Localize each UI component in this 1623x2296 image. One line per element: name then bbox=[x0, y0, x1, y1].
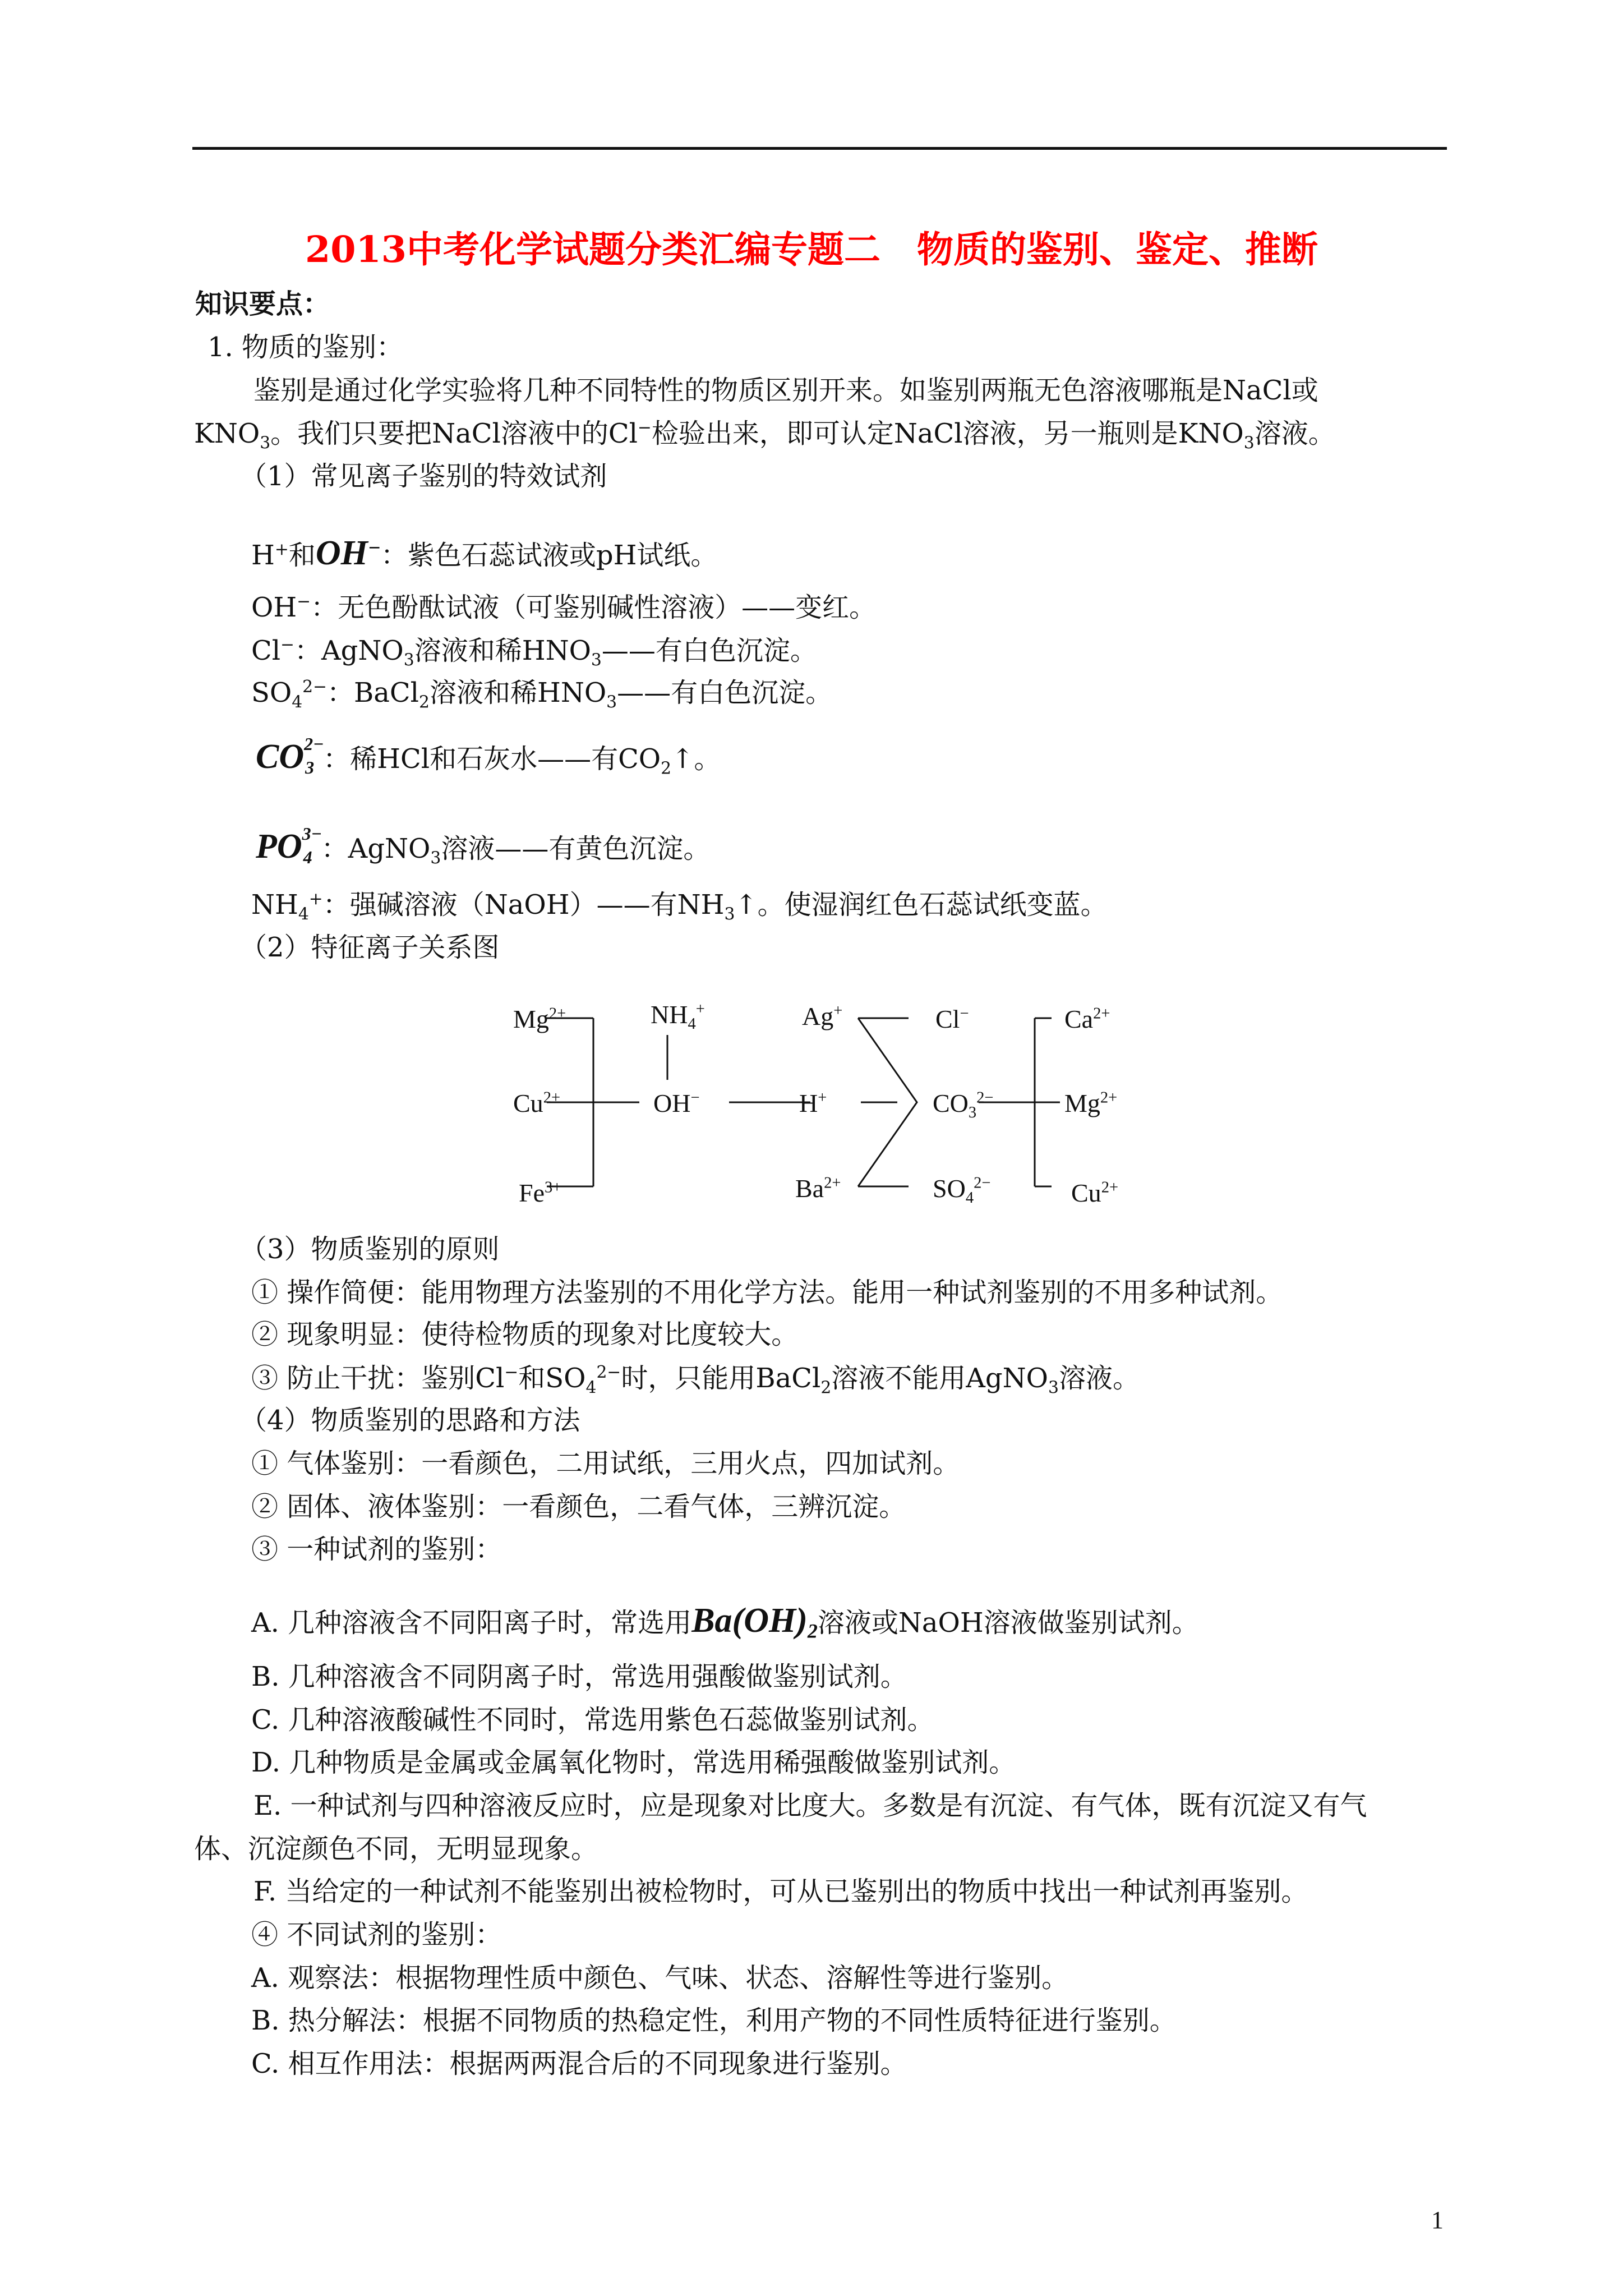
subsection-4-title: （4）物质鉴别的思路和方法 bbox=[240, 1405, 580, 1436]
different-reagent-c: C. 相互作用法：根据两两混合后的不同现象进行鉴别。 bbox=[251, 2048, 907, 2079]
diagram-h: H+ bbox=[799, 1089, 827, 1117]
subsection-3-title: （3）物质鉴别的原则 bbox=[240, 1234, 500, 1265]
diagram-ba: $Ba^{2+}$ bbox=[795, 1174, 841, 1203]
diagram-co3: $CO_3^{2-}$ bbox=[933, 1089, 994, 1122]
method-4: ④ 不同试剂的鉴别： bbox=[251, 1919, 502, 1950]
principle-3: ③ 防止干扰：鉴别Cl−和$SO_4^{2-}$时，只能用BaCl$_2$溶液不能用AgNO$_3$溶液。 bbox=[251, 1363, 1140, 1398]
diagram-cu-right: $Cu^{2+}$ bbox=[1071, 1179, 1119, 1207]
principle-1: ① 操作简便：能用物理方法鉴别的不用化学方法。能用一种试剂鉴别的不用多种试剂。 bbox=[251, 1277, 1283, 1308]
reagent-c: C. 几种溶液酸碱性不同时，常选用紫色石蕊做鉴别试剂。 bbox=[251, 1704, 934, 1736]
diagram-so4: $SO_4^{2-}$ bbox=[933, 1174, 991, 1207]
ion-so4: $SO_4^{2-}$：BaCl$_2$溶液和稀$HNO_3——$有白色沉淀。 bbox=[251, 677, 833, 712]
ion-nh4: $NH_4^+$：强碱溶液（NaOH）——有$NH_3↑$。使湿润红色石蕊试纸变蓝。 bbox=[251, 889, 1108, 924]
diagram-nh4: $NH_4^+$ bbox=[651, 1000, 705, 1033]
ion-po4: PO 3− 4 ：AgNO$_3$溶液——有黄色沉淀。 bbox=[256, 823, 711, 868]
intro-line-1: 鉴别是通过化学实验将几种不同特性的物质区别开来。如鉴别两瓶无色溶液哪瓶是NaCl或 bbox=[253, 375, 1318, 406]
reagent-e-line-2: 体、沉淀颜色不同，无明显现象。 bbox=[194, 1833, 598, 1865]
ion-h-oh: H+和OH−：紫色石蕊试液或pH试纸。 bbox=[251, 534, 718, 572]
principle-2: ② 现象明显：使待检物质的现象对比度较大。 bbox=[251, 1319, 799, 1350]
reagent-d: D. 几种物质是金属或金属氧化物时，常选用稀强酸做鉴别试剂。 bbox=[251, 1747, 1016, 1778]
diagram-mg: $Mg^{2+}$ bbox=[513, 1005, 566, 1033]
section-1-title: 1. 物质的鉴别： bbox=[208, 332, 404, 363]
diagram-ag: Ag+ bbox=[802, 1002, 843, 1030]
method-1: ① 气体鉴别：一看颜色，二用试纸，三用火点，四加试剂。 bbox=[251, 1448, 960, 1479]
intro-line-2: $KNO_3$。我们只要把NaCl溶液中的Cl−检验出来，即可认定NaCl溶液，另一瓶则是$KNO_3$溶液。 bbox=[194, 418, 1335, 453]
subsection-2-title: （2）特征离子关系图 bbox=[240, 932, 500, 963]
ion-cl: Cl−：AgNO$_3$溶液和稀$HNO_3——$有白色沉淀。 bbox=[251, 635, 817, 670]
page-number: 1 bbox=[1431, 2206, 1444, 2234]
different-reagent-a: A. 观察法：根据物理性质中颜色、气味、状态、溶解性等进行鉴别。 bbox=[251, 1962, 1069, 1994]
method-3: ③ 一种试剂的鉴别： bbox=[251, 1534, 502, 1565]
diagram-oh: OH− bbox=[653, 1089, 700, 1117]
ion-oh: OH−：无色酚酞试液（可鉴别碱性溶液）——变红。 bbox=[251, 592, 877, 623]
reagent-a: A. 几种溶液含不同阳离子时，常选用$Ba(OH)_2$溶液或NaOH溶液做鉴别试剂。 bbox=[251, 1602, 1199, 1642]
diagram-ca: $Ca^{2+}$ bbox=[1064, 1005, 1110, 1033]
ion-co3: CO 2− 3 ：稀HCl和石灰水——有$CO_2↑$。 bbox=[256, 734, 721, 779]
diagram-cu: $Cu^{2+}$ bbox=[513, 1089, 561, 1117]
reagent-e-line-1: E. 一种试剂与四种溶液反应时，应是现象对比度大。多数是有沉淀、有气体，既有沉淀又有气 bbox=[253, 1790, 1367, 1821]
diagram-mg-right: $Mg^{2+}$ bbox=[1064, 1089, 1118, 1117]
method-2: ② 固体、液体鉴别：一看颜色，二看气体，三辨沉淀。 bbox=[251, 1491, 906, 1522]
diagram-fe: $Fe^{3+}$ bbox=[519, 1179, 562, 1207]
different-reagent-b: B. 热分解法：根据不同物质的热稳定性，利用产物的不同性质特征进行鉴别。 bbox=[251, 2005, 1177, 2036]
subsection-1-title: （1）常见离子鉴别的特效试剂 bbox=[240, 461, 607, 492]
reagent-f: F. 当给定的一种试剂不能鉴别出被检物时，可从已鉴别出的物质中找出一种试剂再鉴别。 bbox=[253, 1876, 1308, 1907]
page-title: 2013中考化学试题分类汇编专题二 物质的鉴别、鉴定、推断 bbox=[305, 228, 1318, 271]
diagram-cl: Cl− bbox=[935, 1005, 969, 1033]
section-heading: 知识要点： bbox=[195, 288, 330, 320]
reagent-b: B. 几种溶液含不同阴离子时，常选用强酸做鉴别试剂。 bbox=[251, 1661, 907, 1692]
